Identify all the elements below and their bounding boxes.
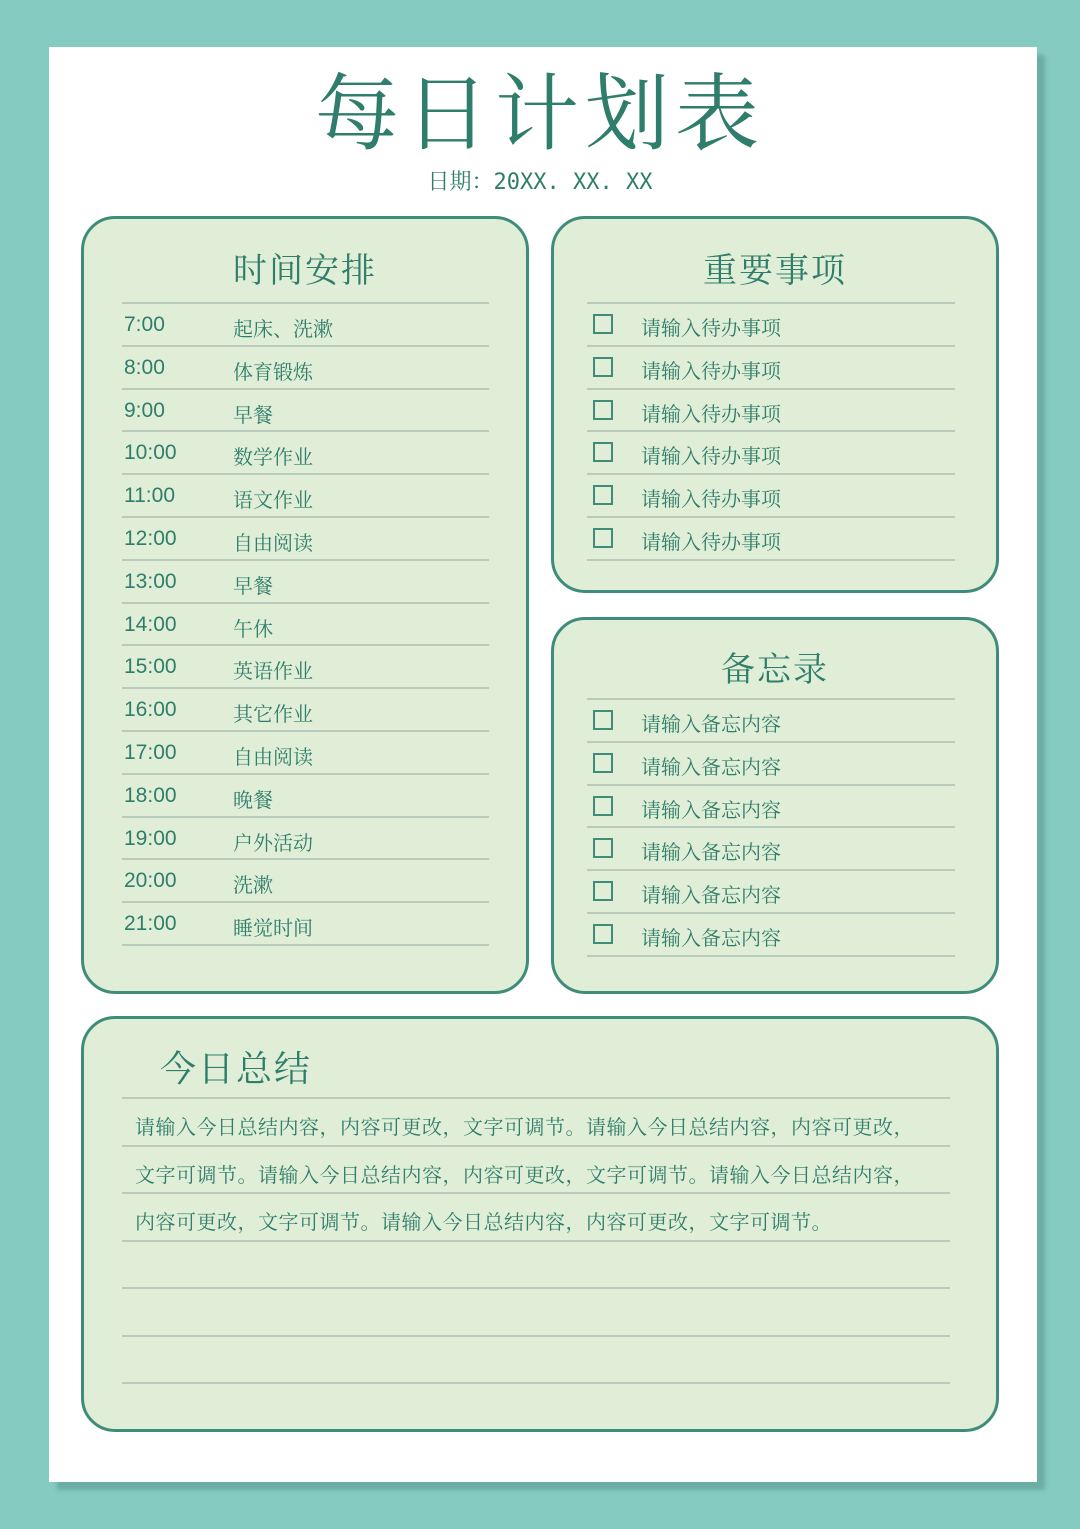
divider (122, 559, 489, 561)
date-line (0, 165, 1080, 196)
schedule-time: 11:00 (124, 484, 175, 508)
checkbox[interactable] (593, 528, 613, 548)
divider (122, 473, 489, 475)
divider (587, 698, 955, 700)
divider (587, 302, 955, 304)
divider (122, 901, 489, 903)
divider (122, 1097, 950, 1099)
schedule-time: 7:00 (124, 313, 165, 336)
schedule-activity[interactable]: 数学作业 (233, 445, 313, 470)
schedule-activity[interactable]: 其它作业 (233, 702, 313, 727)
schedule-time: 17:00 (124, 741, 177, 764)
divider (122, 302, 489, 304)
schedule-activity[interactable]: 洗漱 (233, 873, 273, 898)
checkbox[interactable] (593, 442, 613, 462)
schedule-time: 8:00 (124, 355, 165, 379)
schedule-activity[interactable]: 自由阅读 (233, 745, 313, 769)
memo-item[interactable]: 请输入备忘内容 (641, 712, 781, 736)
checkbox[interactable] (593, 314, 613, 334)
todo-item[interactable]: 请输入待办事项 (641, 487, 781, 512)
schedule-time: 13:00 (124, 569, 177, 593)
divider (122, 944, 489, 946)
divider (587, 869, 955, 871)
checkbox[interactable] (593, 753, 613, 773)
schedule-activity[interactable]: 自由阅读 (233, 531, 313, 555)
divider (122, 687, 489, 689)
divider (122, 388, 489, 390)
schedule-time: 20:00 (124, 869, 177, 893)
summary-line[interactable]: 内容可更改，文字可调节。请输入今日总结内容，内容可更改，文字可调节。 (135, 1210, 832, 1234)
divider (122, 773, 489, 775)
memo-item[interactable]: 请输入备忘内容 (641, 797, 781, 822)
divider (122, 1382, 950, 1384)
checkbox[interactable] (593, 881, 613, 901)
memo-item[interactable]: 请输入备忘内容 (641, 883, 781, 908)
date-label: 日期： (427, 170, 494, 195)
divider (122, 1145, 950, 1147)
page-title: 每日计划表 (314, 65, 765, 163)
memo-item[interactable]: 请输入备忘内容 (641, 754, 781, 779)
schedule-activity[interactable]: 晚餐 (233, 787, 273, 812)
schedule-activity[interactable]: 睡觉时间 (233, 916, 313, 941)
divider (122, 1192, 950, 1194)
memo-title: 备忘录 (721, 650, 829, 690)
memo-item[interactable]: 请输入备忘内容 (641, 840, 781, 865)
todo-item[interactable]: 请输入待办事项 (641, 316, 781, 340)
schedule-time: 10:00 (124, 441, 177, 465)
checkbox[interactable] (593, 796, 613, 816)
schedule-time: 18:00 (124, 783, 177, 807)
schedule-time: 19:00 (124, 826, 177, 850)
checkbox[interactable] (593, 924, 613, 944)
divider (587, 473, 955, 475)
divider (587, 388, 955, 390)
checkbox[interactable] (593, 710, 613, 730)
schedule-activity[interactable]: 语文作业 (233, 488, 313, 513)
divider (122, 816, 489, 818)
checkbox[interactable] (593, 400, 613, 420)
schedule-time: 14:00 (124, 612, 177, 636)
todo-item[interactable]: 请输入待办事项 (641, 444, 781, 469)
checkbox[interactable] (593, 485, 613, 505)
schedule-time: 15:00 (124, 655, 177, 679)
divider (122, 430, 489, 432)
todo-item[interactable]: 请输入待办事项 (641, 530, 781, 554)
divider (587, 345, 955, 347)
schedule-activity[interactable]: 早餐 (233, 573, 273, 598)
divider (587, 826, 955, 828)
divider (122, 730, 489, 732)
summary-line[interactable]: 请输入今日总结内容，内容可更改，文字可调节。请输入今日总结内容，内容可更改， (135, 1115, 914, 1139)
divider (122, 1240, 950, 1242)
checkbox[interactable] (593, 357, 613, 377)
divider (122, 345, 489, 347)
divider (587, 955, 955, 957)
schedule-time: 12:00 (124, 527, 177, 550)
schedule-activity[interactable]: 午休 (233, 616, 273, 641)
divider (587, 516, 955, 518)
divider (122, 1287, 950, 1289)
date-value[interactable]: 20XX. XX. XX (493, 170, 653, 195)
schedule-title: 时间安排 (233, 251, 377, 291)
todo-item[interactable]: 请输入待办事项 (641, 358, 781, 383)
checkbox[interactable] (593, 838, 613, 858)
schedule-activity[interactable]: 起床、洗漱 (233, 317, 333, 341)
todo-item[interactable]: 请输入待办事项 (641, 401, 781, 426)
important-title: 重要事项 (703, 251, 847, 291)
schedule-activity[interactable]: 户外活动 (233, 830, 313, 855)
divider (122, 644, 489, 646)
divider (122, 602, 489, 604)
schedule-time: 16:00 (124, 698, 177, 722)
divider (587, 912, 955, 914)
divider (587, 430, 955, 432)
divider (122, 1335, 950, 1337)
divider (587, 741, 955, 743)
schedule-time: 21:00 (124, 912, 177, 936)
schedule-activity[interactable]: 早餐 (233, 402, 273, 427)
divider (587, 559, 955, 561)
divider (122, 516, 489, 518)
summary-line[interactable]: 文字可调节。请输入今日总结内容，内容可更改，文字可调节。请输入今日总结内容， (135, 1162, 914, 1187)
schedule-activity[interactable]: 英语作业 (233, 659, 313, 684)
schedule-activity[interactable]: 体育锻炼 (233, 359, 313, 384)
memo-item[interactable]: 请输入备忘内容 (641, 926, 781, 950)
schedule-time: 9:00 (124, 398, 165, 422)
divider (587, 784, 955, 786)
divider (122, 858, 489, 860)
summary-title: 今日总结 (160, 1049, 313, 1090)
